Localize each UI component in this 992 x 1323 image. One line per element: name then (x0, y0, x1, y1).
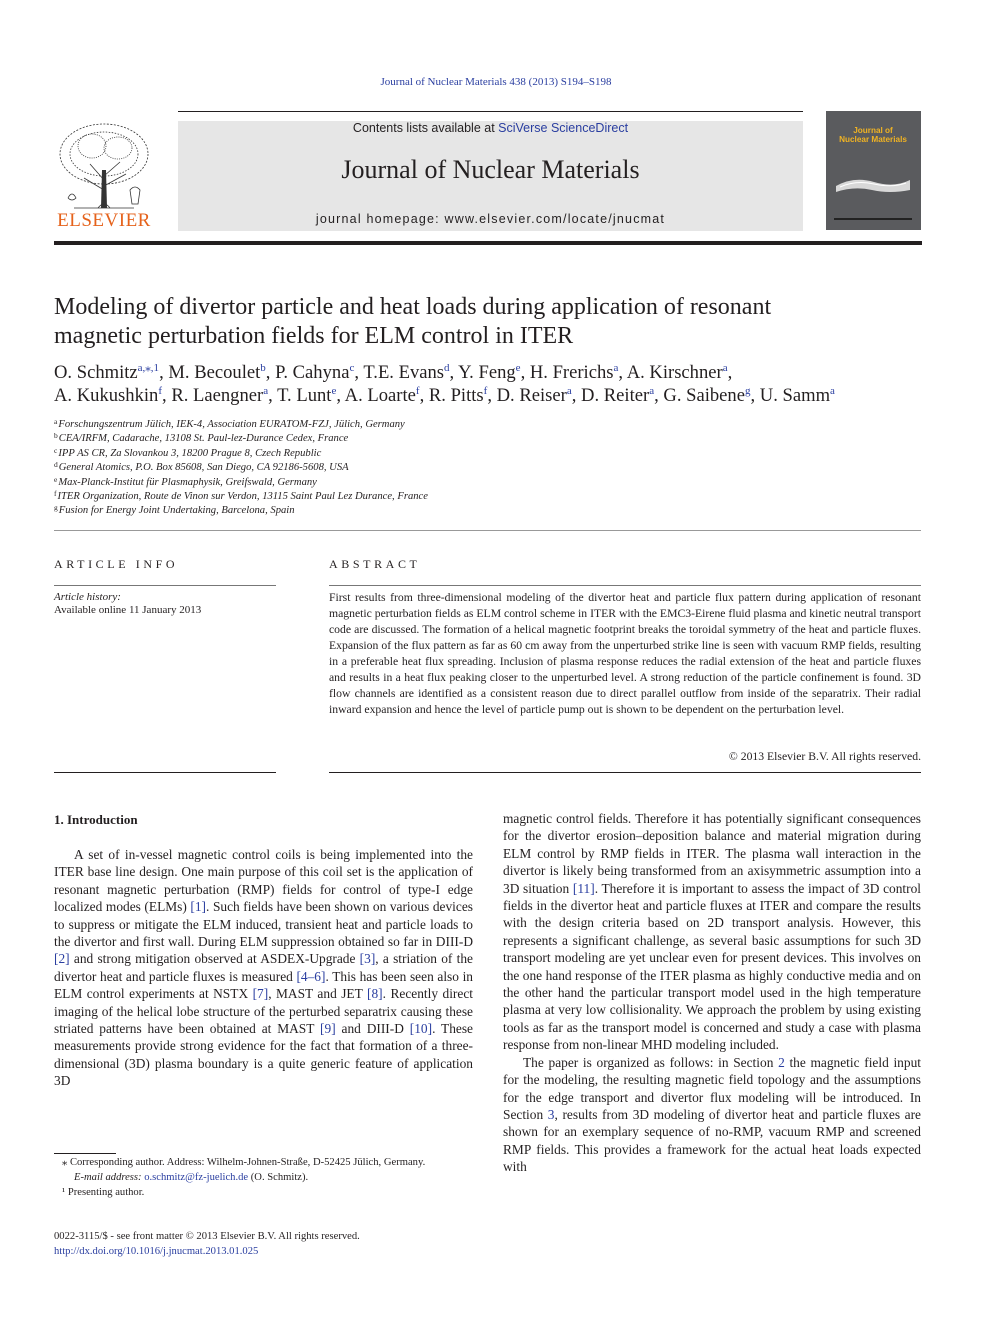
affiliation-text: ITER Organization, Route de Vinon sur Verdon, 13115 Saint Paul Lez Durance, France (57, 491, 428, 503)
paper-title (54, 293, 934, 351)
issn-line: 0022-3115/$ - see front matter © 2013 Elsevier B.V. All rights reserved. (54, 1231, 360, 1242)
affiliation-key: c (54, 445, 58, 455)
journal-title: Journal of Nuclear Materials (341, 155, 640, 184)
journal-citation[interactable]: Journal of Nuclear Materials 438 (2013) S194–S198 (380, 76, 612, 88)
paragraph (54, 846, 473, 1090)
affiliation (54, 447, 654, 461)
text-run: , results from 3D modeling of divertor heat and particle fluxes are shown for an exemplary sequence of no-RMP, vacuum RMP and screened RMP fields. This provides a framework for the actual heat loads expected with (503, 1106, 921, 1175)
author-affiliation-marker[interactable]: a (566, 384, 572, 397)
abstract-text: First results from three-dimensional modeling of the divertor heat and particle flux pattern during application of resonant magnetic perturbation fields as ELM control scheme in ITER with the EMC3-Eirene fluid plasma and kinetic neutral transport code are discussed. The formation of a helical magnetic footprint breaks the toroidal symmetry of the heat and particle fluxes. Expansion of the flux pattern as far as 60 cm away from the unperturbed strike line is seen with vacuum RMP fields, resulting in a preferable heat flux spreading. Inclusion of plasma response reduces the radial extension of the heat and particle fluxes and results in a heat flux peaking closer to the unperturbed level. A strong reduction of the particle confinement is found. 3D flow channels are identified as a consistent reason due to direct parallel outflow from inside of the separatrix. Their radial inward expansion and hence the level of particle pump out is shown to be dependent on the perturbation level. (329, 591, 921, 716)
article-info-rule-bottom (54, 772, 276, 773)
text-run: and strong mitigation observed at ASDEX-Upgrade (69, 951, 360, 967)
author-affiliation-marker[interactable]: c (349, 361, 355, 374)
cover-title (830, 126, 916, 144)
author-name: D. Reiter (581, 384, 650, 406)
abstract-rule-top (329, 585, 921, 586)
abstract-copyright: © 2013 Elsevier B.V. All rights reserved. (728, 750, 921, 763)
affiliation-text: CEA/IRFM, Cadarache, 13108 St. Paul-lez-Durance Cedex, France (58, 433, 349, 445)
header-bottom-rule (54, 241, 922, 245)
paper-title-line1: Modeling of divertor particle and heat loads during application of resonant (54, 294, 772, 320)
author-affiliation-marker[interactable]: e (331, 384, 337, 397)
contents-prefix: Contents lists available at (352, 121, 499, 135)
author-name: A. Loarte (344, 384, 416, 406)
doi-link[interactable]: http://dx.doi.org/10.1016/j.jnucmat.2013.01.025 (54, 1245, 259, 1257)
author-name: P. Cahyna (275, 362, 350, 383)
affiliation-text: Forschungszentrum Jülich, IEK-4, Association EURATOM-FZJ, Jülich, Germany (58, 419, 405, 430)
body-column-right (503, 810, 921, 1176)
author-affiliation-marker[interactable]: e (515, 361, 521, 374)
author-name: H. Frerichs (529, 362, 614, 383)
author-affiliation-marker[interactable]: f (158, 384, 163, 397)
bottom-metadata (54, 1230, 554, 1259)
text-run: the magnetic field input for the modeling, the resulting magnetic field topology and the assumptions for the edge transport and divertor flux modeling will be introduced. In Section (503, 1054, 921, 1122)
reference-link[interactable]: [2] (54, 951, 70, 967)
author-affiliation-marker[interactable]: g (744, 384, 751, 397)
author-name: A. Kirschner (626, 362, 723, 383)
affiliation (54, 504, 654, 518)
affiliation-key: b (54, 431, 58, 441)
text-run: . Therefore it is important to assess the impact of 3D control fields in the divertor heat and particle fluxes at ITER and compare the results with the design criteria based on 2D transport analysis. However, this represents a significant challenge, as several basic assumptions for such 3D transport modeling are yet unclear even for present devices. This involves on the one hand response of the ITER plasma as highly conductive media and on the other hand the particular transport model used in the high temperature plasma at very low collisionality. We approach the problem by using existing tools as far as the transport model is concerned and study a case with plasma response from non-linear MHD modeling included. (503, 880, 921, 1053)
author-affiliation-marker[interactable]: b (260, 361, 266, 374)
author-name: D. Reiser (496, 384, 567, 406)
author-affiliation-marker[interactable]: a (613, 361, 619, 374)
reference-link[interactable]: [10] (409, 1021, 433, 1037)
affiliation-key: g (54, 503, 58, 513)
email-suffix: (O. Schmitz). (248, 1172, 309, 1183)
text-run: , a striation of the divertor heat and particle fluxes is measured (54, 951, 473, 984)
abstract-rule-bottom (329, 772, 921, 773)
section-heading-introduction: 1. Introduction (54, 812, 138, 827)
reference-link[interactable]: [1] (190, 899, 207, 915)
affiliation-list (54, 418, 654, 519)
body-column-left (54, 846, 473, 1090)
paper-title-line2: magnetic perturbation fields for ELM control in ITER (54, 323, 574, 349)
journal-homepage[interactable]: journal homepage: www.elsevier.com/locate/jnucmat (315, 212, 666, 226)
sciencedirect-link[interactable]: SciVerse ScienceDirect (498, 121, 629, 135)
author-name: G. Saibene (663, 384, 745, 406)
affiliation (54, 418, 654, 432)
author-name: T.E. Evans (363, 362, 445, 383)
contents-line (178, 121, 803, 135)
email-label: E-mail address: (74, 1172, 145, 1183)
author-affiliation-marker[interactable]: a,⁎,1 (137, 361, 160, 374)
author-name: T. Lunt (277, 384, 332, 406)
text-run: and DIII-D (335, 1021, 410, 1037)
reference-link[interactable]: [11] (572, 880, 595, 896)
affiliation (54, 461, 654, 475)
reference-link[interactable]: [8] (367, 986, 383, 1002)
author-affiliation-marker[interactable]: f (483, 384, 488, 397)
author-name: R. Laengner (171, 384, 264, 406)
author-line-1: O. Schmitz$^{a,⁎,1}$, M. Becoulet$^b$, P. Cahyna$^c$, T.E. Evans$^d$, Y. Feng$^e$, H. Frerichs$^a$, A. Kirschner$^a$, (54, 361, 733, 383)
paragraph (503, 1054, 921, 1176)
text-run: The paper is organized as follows: in Section (523, 1054, 779, 1070)
affiliation-key: f (54, 489, 57, 499)
author-list (54, 362, 934, 407)
footnote-corresponding-author: ⁎ Corresponding author. Address: Wilhelm-Johnen-Straße, D-52425 Jülich, Germany. (62, 1157, 426, 1168)
reference-link[interactable]: [7] (252, 986, 269, 1002)
reference-link[interactable]: [9] (320, 1021, 336, 1037)
reference-link[interactable]: [3] (359, 951, 376, 967)
elsevier-wordmark[interactable]: ELSEVIER (57, 210, 151, 231)
affiliation (54, 476, 654, 490)
author-name: A. Kukushkin (54, 384, 159, 406)
footnote-presenting-author: ¹ Presenting author. (62, 1187, 145, 1198)
author-line-2: A. Kukushkin$^f$, R. Laengner$^a$, T. Lunt$^e$, A. Loarte$^f$, R. Pitts$^f$, D. Reiser$^a$, D. Reiter$^a$, G. Saibene$^g$, U. Samm$^a$ (54, 384, 835, 406)
reference-link[interactable]: [4–6] (296, 968, 326, 984)
author-name: O. Schmitz (54, 362, 138, 383)
text-run: . Recently direct imaging of the helical lobe structure of the perturbed separatrix causing these striated patterns have been obtained at MAST (54, 986, 473, 1037)
author-affiliation-marker[interactable]: f (415, 384, 420, 397)
reference-link[interactable]: 3 (547, 1106, 555, 1122)
author-affiliation-marker[interactable]: a (722, 361, 728, 374)
affiliation (54, 432, 654, 446)
footnotes (54, 1155, 473, 1200)
cover-title-line2: Nuclear Materials (839, 135, 907, 144)
text-run: . This has been seen also in ELM control experiments at NSTX (54, 968, 473, 1002)
author-name: Y. Feng (458, 362, 516, 383)
cover-image-icon (834, 172, 912, 196)
footnote-email (54, 1170, 473, 1185)
abstract-heading: ABSTRACT (329, 557, 421, 571)
author-affiliation-marker[interactable]: a (830, 384, 835, 397)
affiliation-key: e (54, 474, 58, 484)
cover-bottom-bar (834, 218, 912, 220)
author-name: R. Pitts (428, 384, 484, 406)
text-run: magnetic control fields. Therefore it has potentially significant consequences for the divertor erosion–deposition balance and material migration during ELM control by RMP fields in ITER. The plasma wall interaction in the divertor is likely being transformed from an axisymmetric assumption into a 3D situation (503, 811, 921, 896)
author-name: M. Becoulet (168, 362, 261, 383)
article-history-label: Article history: (54, 591, 121, 603)
footnote-rule (54, 1153, 116, 1154)
affiliation-text: Max-Planck-Institut für Plasmaphysik, Greifswald, Germany (58, 476, 317, 488)
affiliation-text: Fusion for Energy Joint Undertaking, Barcelona, Spain (58, 505, 295, 517)
section-divider (54, 530, 921, 531)
reference-link[interactable]: 2 (778, 1054, 785, 1070)
text-run: , MAST and JET (268, 986, 368, 1002)
elsevier-tree-logo-icon[interactable] (54, 120, 154, 212)
author-name: U. Samm (759, 384, 831, 406)
email-link[interactable]: o.schmitz@fz-juelich.de (144, 1172, 249, 1183)
author-affiliation-marker[interactable]: a (649, 384, 655, 397)
affiliation (54, 490, 654, 504)
affiliation-key: d (54, 460, 58, 470)
article-history-value: Available online 11 January 2013 (54, 604, 202, 616)
affiliation-text: General Atomics, P.O. Box 85608, San Diego, CA 92186-5608, USA (58, 462, 349, 474)
cover-title-line1: Journal of (853, 126, 893, 135)
text-run: . These measurements provide strong evidence for the fact that formation of a three-dimensional (3D) plasma boundary is a quite generic feature of application 3D (54, 1021, 473, 1089)
author-affiliation-marker[interactable]: d (444, 361, 450, 374)
affiliation-text: IPP AS CR, Za Slovankou 3, 18200 Prague 8, Czech Republic (58, 447, 322, 459)
article-info-rule-top (54, 585, 276, 586)
header-top-rule (178, 111, 803, 112)
paragraph (503, 810, 921, 1054)
text-run: A set of in-vessel magnetic control coils is being implemented into the ITER base line design. One main purpose of this coil set is the application of resonant magnetic perturbation (RMP) fields for control of type-I edge localized modes (ELMs) (54, 847, 473, 915)
affiliation-key: a (54, 417, 58, 426)
author-affiliation-marker[interactable]: a (263, 384, 269, 397)
text-run: . Such fields have been shown on various devices to suppress or mitigate the ELM induced, transient heat and particle loads to the divertor and first wall. During ELM suppression obtained so far in DIII-D (54, 899, 473, 950)
article-info-heading: ARTICLE INFO (54, 557, 179, 571)
